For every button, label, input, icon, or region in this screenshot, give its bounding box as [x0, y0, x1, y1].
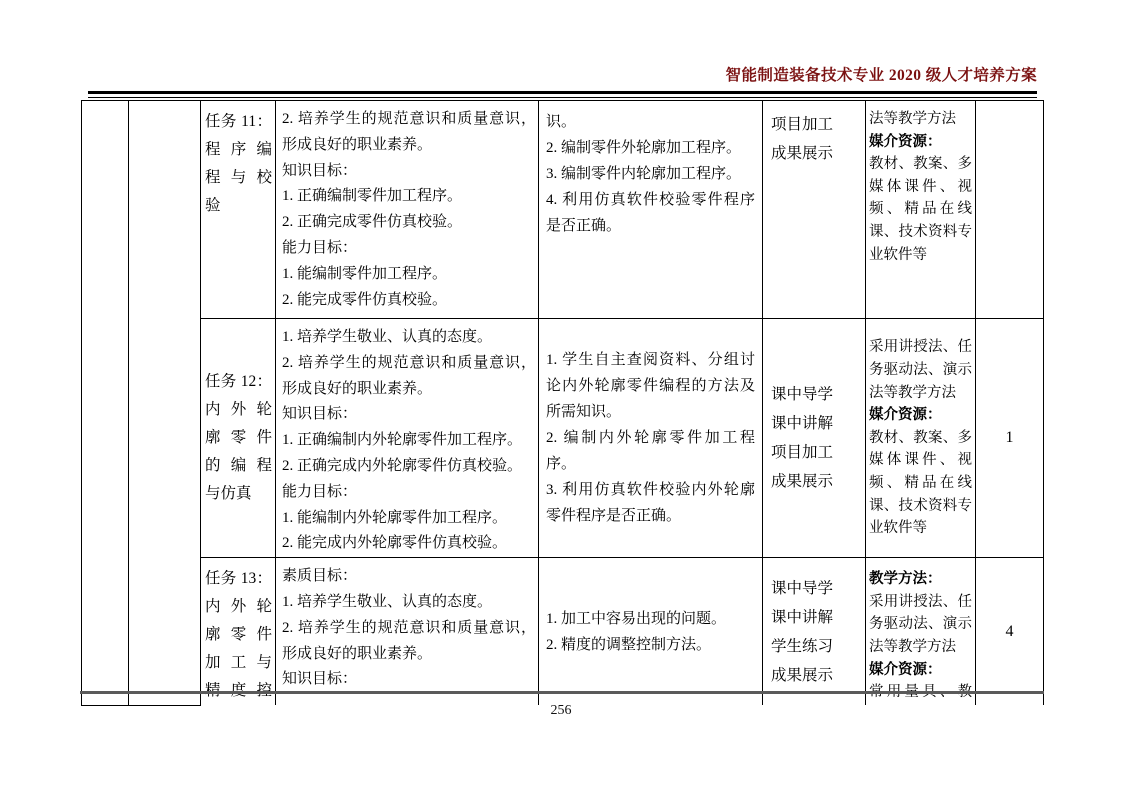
hours-value: 1 — [1005, 429, 1014, 447]
task-line: 廓零件 — [205, 626, 272, 644]
page-number: 256 — [550, 703, 572, 718]
table-row — [82, 558, 1044, 706]
activity-item: 项目加工 — [771, 444, 834, 462]
task-line: 的编程 — [205, 457, 272, 475]
hours-cell — [976, 319, 1044, 558]
task-cell — [201, 558, 276, 706]
media-resources-label: 媒介资源： — [869, 407, 942, 424]
hours-value: 4 — [1005, 622, 1014, 640]
goal-item: 素质目标： — [282, 568, 358, 585]
goal-item: 2. 能完成内外轮廓零件仿真校验。 — [282, 535, 508, 552]
empty-margin-cell-1 — [82, 101, 129, 706]
task-line: 任务 12： — [205, 373, 272, 391]
content-item: 4. 利用仿真软件校验零件程序是否正确。 — [546, 192, 755, 234]
content-item: 1. 学生自主查阅资料、分组讨论内外轮廓零件编程的方法及所需知识。 — [546, 352, 755, 421]
task-line: 内外轮 — [205, 401, 272, 419]
goal-item: 1. 培养学生敬业、认真的态度。 — [282, 593, 493, 610]
hours-cell — [976, 101, 1044, 319]
activity-item: 学生练习 — [771, 637, 834, 655]
method-line: 教材、教案、多媒体课件、视频、精品在线课、技术资料专业软件等 — [869, 156, 972, 263]
content-cell — [539, 319, 763, 558]
methods-cell — [866, 319, 976, 558]
empty-margin-cell-2 — [129, 101, 201, 706]
activity-item: 课中讲解 — [771, 608, 834, 626]
activity-item: 成果展示 — [771, 473, 834, 491]
task-line: 与仿真 — [205, 485, 252, 503]
content-item: 3. 编制零件内轮廓加工程序。 — [546, 166, 742, 182]
goal-item: 知识目标： — [282, 162, 358, 179]
activity-item: 课中讲解 — [771, 415, 834, 433]
page-header-title: 智能制造装备技术专业 2020 级人才培养方案 — [725, 67, 1037, 84]
curriculum-table — [81, 100, 1043, 692]
task-line: 程与校 — [205, 169, 272, 186]
activities-cell — [763, 558, 866, 706]
content-item: 3. 利用仿真软件校验内外轮廓零件程序是否正确。 — [546, 482, 755, 525]
task-line: 加工与 — [205, 654, 272, 672]
task-line: 任务 13： — [205, 570, 272, 588]
media-resources-label: 媒介资源： — [869, 133, 942, 150]
goal-item: 2. 正确完成内外轮廓零件仿真校验。 — [282, 457, 523, 474]
table-row — [82, 319, 1044, 558]
activities-cell — [763, 319, 866, 558]
goal-item: 知识目标： — [282, 671, 358, 688]
content-item: 2. 编制零件外轮廓加工程序。 — [546, 140, 742, 156]
goal-item: 知识目标： — [282, 406, 358, 423]
goals-cell — [276, 319, 539, 558]
header-rule-thin — [88, 97, 1037, 98]
content-cell — [539, 558, 763, 706]
goal-item: 能力目标： — [282, 239, 358, 256]
task-line: 任务 11： — [205, 113, 272, 130]
content-item: 1. 加工中容易出现的问题。 — [546, 610, 727, 627]
method-line: 采用讲授法、任务驱动法、演示法等教学方法 — [869, 339, 972, 401]
goal-item: 2. 培养学生的规范意识和质量意识，形成良好的职业素养。 — [282, 619, 536, 662]
goal-item: 2. 能完成零件仿真校验。 — [282, 291, 448, 308]
table-row — [82, 101, 1044, 319]
goal-item: 1. 能编制内外轮廓零件加工程序。 — [282, 509, 508, 526]
header-rule-thick — [88, 91, 1037, 94]
activity-item: 项目加工 — [771, 116, 834, 133]
task-cell — [201, 319, 276, 558]
task-cell — [201, 101, 276, 319]
content-item: 2. 精度的调整控制方法。 — [546, 636, 712, 653]
content-cell — [539, 101, 763, 319]
task-line: 验 — [205, 197, 221, 214]
activity-item: 课中导学 — [771, 386, 834, 404]
method-line: 教材、教案、多媒体课件、视频、精品在线课、技术资料专业软件等 — [869, 429, 972, 537]
goal-item: 1. 正确编制内外轮廓零件加工程序。 — [282, 432, 523, 449]
task-line: 程序编 — [205, 141, 272, 158]
goal-item: 1. 正确编制零件加工程序。 — [282, 188, 463, 205]
page-break-cut-line — [80, 691, 1044, 694]
content-item: 识。 — [546, 114, 577, 130]
task-line: 廓零件 — [205, 429, 272, 447]
content-item: 2. 编制内外轮廓零件加工程序。 — [546, 430, 755, 473]
goal-item: 1. 培养学生敬业、认真的态度。 — [282, 329, 493, 345]
activity-item: 课中导学 — [771, 579, 834, 597]
method-line: 采用讲授法、任务驱动法、演示法等教学方法 — [869, 593, 972, 655]
goal-item: 2. 正确完成零件仿真校验。 — [282, 214, 463, 231]
goals-cell — [276, 558, 539, 706]
methods-cell — [866, 101, 976, 319]
hours-cell — [976, 558, 1044, 706]
goal-item: 2. 培养学生的规范意识和质量意识，形成良好的职业素养。 — [282, 354, 536, 397]
method-line: 法等教学方法 — [869, 111, 956, 127]
task-line: 内外轮 — [205, 598, 272, 616]
activities-cell — [763, 101, 866, 319]
activity-item: 成果展示 — [771, 666, 834, 684]
teaching-methods-label: 教学方法： — [869, 571, 942, 588]
activity-item: 成果展示 — [771, 145, 834, 162]
goal-item: 能力目标： — [282, 483, 358, 500]
goal-item: 2. 培养学生的规范意识和质量意识，形成良好的职业素养。 — [282, 111, 536, 153]
goals-cell — [276, 101, 539, 319]
methods-cell — [866, 558, 976, 706]
goal-item: 1. 能编制零件加工程序。 — [282, 265, 448, 282]
media-resources-label: 媒介资源： — [869, 661, 942, 678]
